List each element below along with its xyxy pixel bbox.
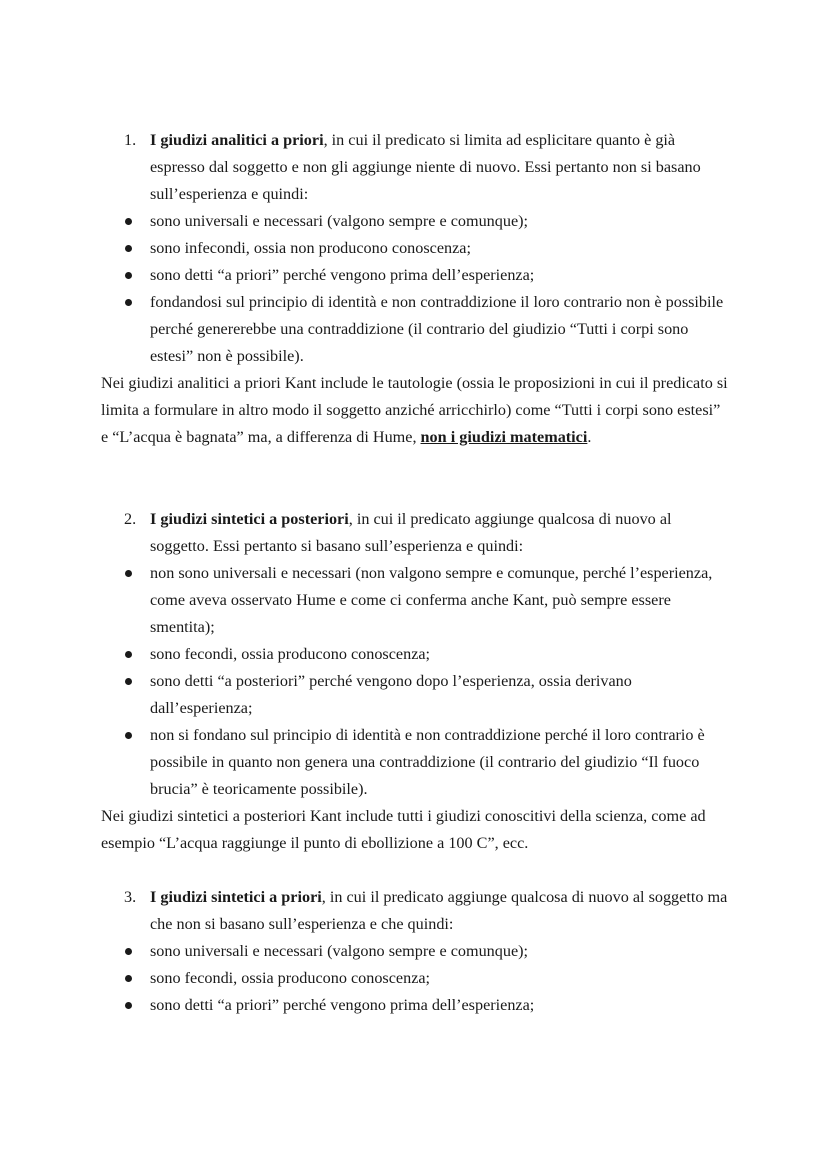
bullet-icon [125, 299, 132, 306]
numbered-item [0, 127, 828, 208]
list-item: sono fecondi, ossia producono conoscenza; [0, 641, 828, 668]
list-item: sono fecondi, ossia producono conoscenza; [0, 965, 828, 992]
list-item: sono universali e necessari (valgono sempre e comunque); [0, 938, 828, 965]
bullet-icon [125, 272, 132, 279]
item-title: I giudizi sintetici a posteriori [150, 510, 349, 528]
section-sintetici-a-priori [0, 884, 828, 1019]
list-item: sono detti “a posteriori” perché vengono dopo l’esperienza, ossia derivano dall’esperienza; [0, 668, 828, 722]
item-number: 3. [124, 888, 137, 906]
bullet-icon [125, 570, 132, 577]
bullet-icon [125, 732, 132, 739]
emphasis-text: non i giudizi matematici [420, 428, 588, 446]
bullet-list [0, 560, 828, 803]
item-title: I giudizi sintetici a priori [150, 888, 322, 906]
list-item: sono universali e necessari (valgono sempre e comunque); [0, 208, 828, 235]
bullet-icon [125, 218, 132, 225]
bullet-list [0, 938, 828, 1019]
item-number: 1. [124, 131, 137, 149]
item-title: I giudizi analitici a priori [150, 131, 324, 149]
item-intro: , in cui il predicato si limita ad esplicitare quanto è già espresso dal soggetto e non gli aggiunge niente di nuovo. Essi pertanto non si basano sull’esperienza e quindi: [150, 131, 701, 203]
item-intro: , in cui il predicato aggiunge qualcosa di nuovo al soggetto. Essi pertanto si basano sull’esperienza e quindi: [150, 510, 672, 555]
section-sintetici-a-posteriori [0, 506, 828, 857]
list-item: fondandosi sul principio di identità e non contraddizione il loro contrario non è possibile perché genererebbe una contraddizione (il contrario del giudizio “Tutti i corpi sono estesi” non è possibile). [0, 289, 828, 370]
bullet-icon [125, 651, 132, 658]
list-item: non sono universali e necessari (non valgono sempre e comunque, perché l’esperienza, come aveva osservato Hume e come ci conferma anche Kant, può sempre essere smentita); [0, 560, 828, 641]
bullet-icon [125, 975, 132, 982]
note-paragraph: Nei giudizi analitici a priori Kant include le tautologie (ossia le proposizioni in cui il predicato si limita a formulare in altro modo il soggetto anziché arricchirlo) come “Tutti i corpi sono estesi” e “L’acqua è bagnata” ma, a differenza di Hume, non i giudizi matematici. [101, 374, 728, 446]
bullet-icon [125, 948, 132, 955]
list-item: non si fondano sul principio di identità e non contraddizione perché il loro contrario è possibile in quanto non genera una contraddizione (il contrario del giudizio “Il fuoco brucia” è teoricamente possibile). [0, 722, 828, 803]
bullet-icon [125, 678, 132, 685]
list-item: sono infecondi, ossia non producono conoscenza; [0, 235, 828, 262]
bullet-list [0, 208, 828, 370]
numbered-item [0, 506, 828, 560]
numbered-item [0, 884, 828, 938]
item-intro: , in cui il predicato aggiunge qualcosa di nuovo al soggetto ma che non si basano sull’esperienza e che quindi: [150, 888, 728, 933]
list-item: sono detti “a priori” perché vengono prima dell’esperienza; [0, 262, 828, 289]
item-number: 2. [124, 510, 137, 528]
note-paragraph: Nei giudizi sintetici a posteriori Kant include tutti i giudizi conoscitivi della scienza, come ad esempio “L’acqua raggiunge il punto di ebollizione a 100 C”, ecc. [101, 807, 706, 852]
bullet-icon [125, 245, 132, 252]
bullet-icon [125, 1002, 132, 1009]
section-analitici-a-priori [0, 127, 828, 451]
list-item: sono detti “a priori” perché vengono prima dell’esperienza; [0, 992, 828, 1019]
